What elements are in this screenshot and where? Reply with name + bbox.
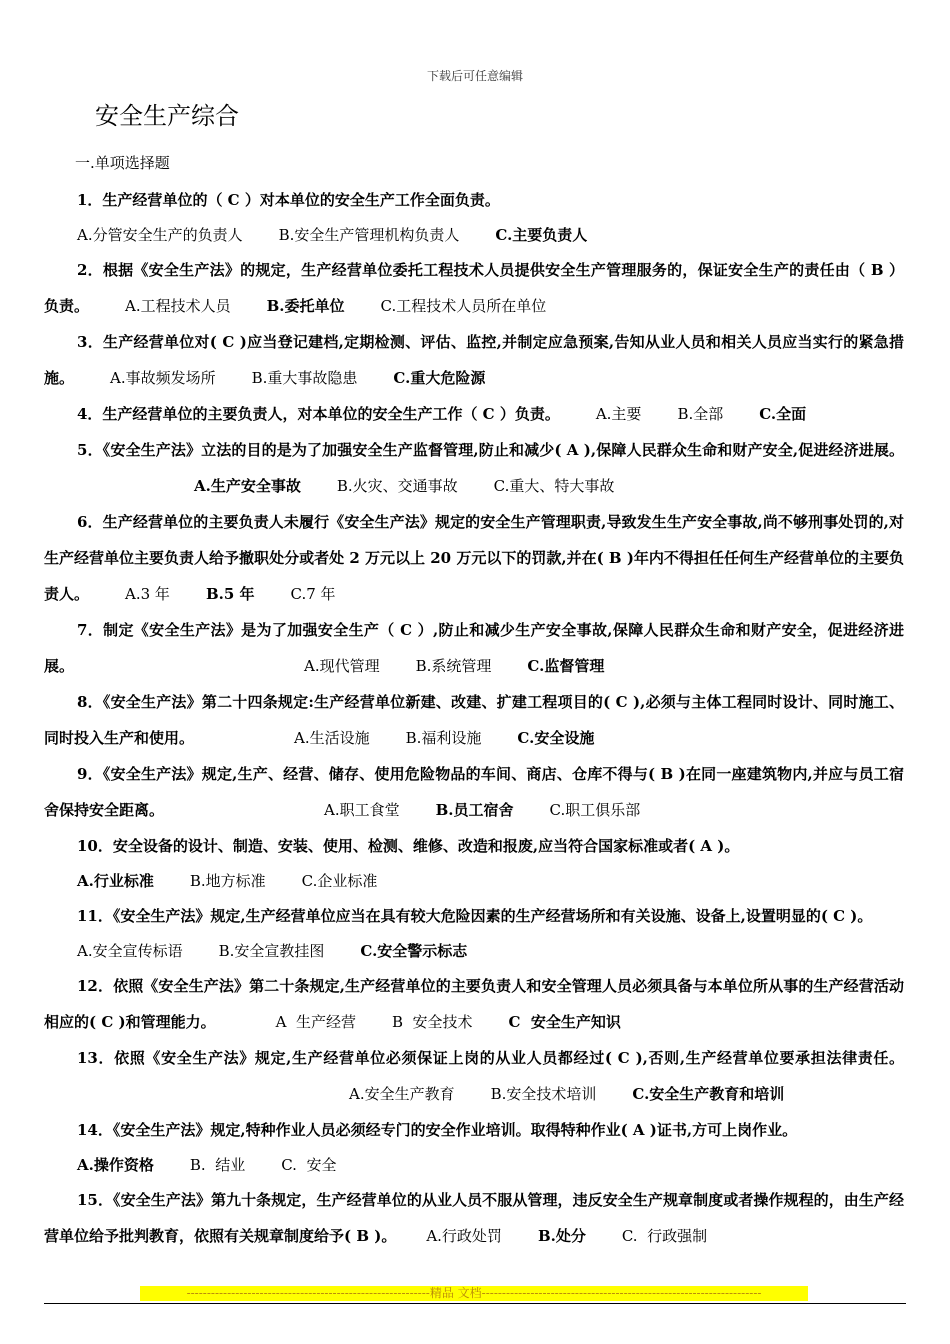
option: B.福利设施 [405, 729, 482, 747]
option: A.事故频发场所 [110, 369, 216, 387]
question-text: 13．依照《安全生产法》规定,生产经营单位必须保证上岗的从业人员都经过( C ),否则,生产经营单位要承担法律责任。 [77, 1049, 904, 1067]
question-item [44, 504, 904, 612]
answer-option: C.全面 [759, 405, 807, 423]
footer-rule [44, 1303, 906, 1304]
question-text: 7．制定《安全生产法》是为了加强安全生产（ C ）,防止和减少生产安全事故,保障人民群众生命和财产安全，促进经济进展。 [44, 621, 904, 675]
option: A.主要 [595, 405, 642, 423]
answer-option: B.5 年 [205, 585, 255, 603]
answer-option: A.生产安全事故 [194, 477, 301, 495]
question-text: 11．《安全生产法》规定,生产经营单位应当在具有较大危险因素的生产经营场所和有关设施、设备上,设置明显的( C )。 [77, 907, 873, 925]
question-item [44, 684, 904, 756]
question-item [44, 898, 904, 934]
question-text: 5．《安全生产法》立法的目的是为了加强安全生产监督管理,防止和减少( A ),保障人民群众生命和财产安全,促进经济进展。 [77, 441, 904, 459]
option: B. 结业 [189, 1156, 246, 1174]
option: A.现代管理 [304, 657, 380, 675]
question-text: 2．根据《安全生产法》的规定，生产经营单位委托工程技术人员提供安全生产管理服务的，保证安全生产的责任由（ B ）负责。 [44, 261, 904, 315]
option: A.3 年 [125, 585, 170, 603]
question-item [44, 612, 904, 684]
question-item [44, 396, 904, 432]
option: C.企业标准 [301, 872, 378, 890]
option: B.安全宣教挂图 [218, 942, 325, 960]
answer-option: C 安全生产知识 [508, 1013, 621, 1031]
document-title: 安全生产综合 [95, 102, 239, 130]
option-line [44, 934, 904, 968]
option: C. 安全 [281, 1156, 337, 1174]
option: A.安全宣传标语 [77, 942, 183, 960]
question-text: 10．安全设备的设计、制造、安装、使用、检测、维修、改造和报废,应当符合国家标准或者( A )。 [77, 837, 740, 855]
option: A.分管安全生产的负责人 [77, 226, 243, 244]
answer-option: A.操作资格 [77, 1156, 154, 1174]
option: A.生活设施 [294, 729, 370, 747]
answer-option: C.监督管理 [527, 657, 605, 675]
option: B.地方标准 [189, 872, 266, 890]
option: B 安全技术 [391, 1013, 473, 1031]
option: C.工程技术人员所在单位 [380, 297, 547, 315]
option: C.7 年 [290, 585, 336, 603]
option: B.火灾、交通事故 [336, 477, 458, 495]
question-text: 4．生产经营单位的主要负责人，对本单位的安全生产工作（ C ）负责。 [77, 405, 560, 423]
option: B.全部 [677, 405, 724, 423]
option-line [44, 864, 904, 898]
answer-option: A.行业标准 [77, 872, 154, 890]
page-header: 下载后可任意编辑 [426, 69, 523, 83]
answer-option: B.委托单位 [266, 297, 345, 315]
answer-option: C.主要负责人 [495, 226, 588, 244]
question-item [44, 1182, 904, 1254]
option: C.职工俱乐部 [549, 801, 641, 819]
question-item [44, 324, 904, 396]
section-heading: 一.单项选择题 [75, 154, 170, 172]
option: B.系统管理 [415, 657, 492, 675]
answer-option: C.重大危险源 [393, 369, 486, 387]
question-text: 1．生产经营单位的（ C ）对本单位的安全生产工作全面负责。 [77, 191, 500, 209]
question-text: 9．《安全生产法》规定,生产、经营、储存、使用危险物品的车间、商店、仓库不得与( B )在同一座建筑物内,并应与员工宿舍保持安全距离。 [44, 765, 904, 819]
answer-option: C.安全警示标志 [360, 942, 468, 960]
answer-option: B.员工宿舍 [435, 801, 514, 819]
option: A 生产经营 [275, 1013, 356, 1031]
answer-option: C.安全设施 [517, 729, 595, 747]
question-text: 3．生产经营单位对( C )应当登记建档,定期检测、评估、监控,并制定应急预案,告知从业人员和相关人员应当实行的紧急措施。 [44, 333, 904, 387]
question-text: 12．依照《安全生产法》第二十条规定,生产经营单位的主要负责人和安全管理人员必须具备与本单位所从事的生产经营活动相应的( C )和管理能力。 [44, 977, 904, 1031]
answer-option: B.处分 [537, 1227, 586, 1245]
option: A.安全生产教育 [349, 1085, 455, 1103]
option: A.职工食堂 [324, 801, 400, 819]
question-item [44, 968, 904, 1040]
question-item [44, 182, 904, 218]
option: A.行政处罚 [426, 1227, 502, 1245]
option: C. 行政强制 [621, 1227, 708, 1245]
question-item [44, 756, 904, 828]
option-line [44, 1148, 904, 1182]
option: C.重大、特大事故 [493, 477, 615, 495]
option: B.重大事故隐患 [251, 369, 358, 387]
option: B.安全生产管理机构负责人 [278, 226, 460, 244]
option: A.工程技术人员 [125, 297, 231, 315]
option: B.安全技术培训 [490, 1085, 597, 1103]
footer-banner: ------------------------------------------------------------精品 文档--------------------------------------------------------------------- [140, 1286, 808, 1301]
answer-option: C.安全生产教育和培训 [632, 1085, 785, 1103]
question-text: 8．《安全生产法》第二十四条规定:生产经营单位新建、改建、扩建工程项目的( C ),必须与主体工程同时设计、同时施工、同时投入生产和使用。 [44, 693, 904, 747]
question-item [44, 252, 904, 324]
question-item [44, 1040, 904, 1112]
question-item [44, 432, 904, 504]
option-line [44, 218, 904, 252]
question-item [44, 1112, 904, 1148]
question-text: 14．《安全生产法》规定,特种作业人员必须经专门的安全作业培训。取得特种作业( A )证书,方可上岗作业。 [77, 1121, 798, 1139]
question-list [44, 182, 904, 1254]
question-text: 15．《安全生产法》第九十条规定，生产经营单位的从业人员不服从管理，违反安全生产规章制度或者操作规程的，由生产经营单位给予批判教育，依照有关规章制度给予( B )。 [44, 1191, 904, 1245]
question-text: 6．生产经营单位的主要负责人未履行《安全生产法》规定的安全生产管理职责,导致发生生产安全事故,尚不够刑事处罚的,对生产经营单位主要负责人给予撤职处分或者处 2 万元以上 20 万元以下的罚款,并在( B )年内不得担任任何生产经营单位的主要负责人。 [44, 513, 904, 603]
question-item [44, 828, 904, 864]
